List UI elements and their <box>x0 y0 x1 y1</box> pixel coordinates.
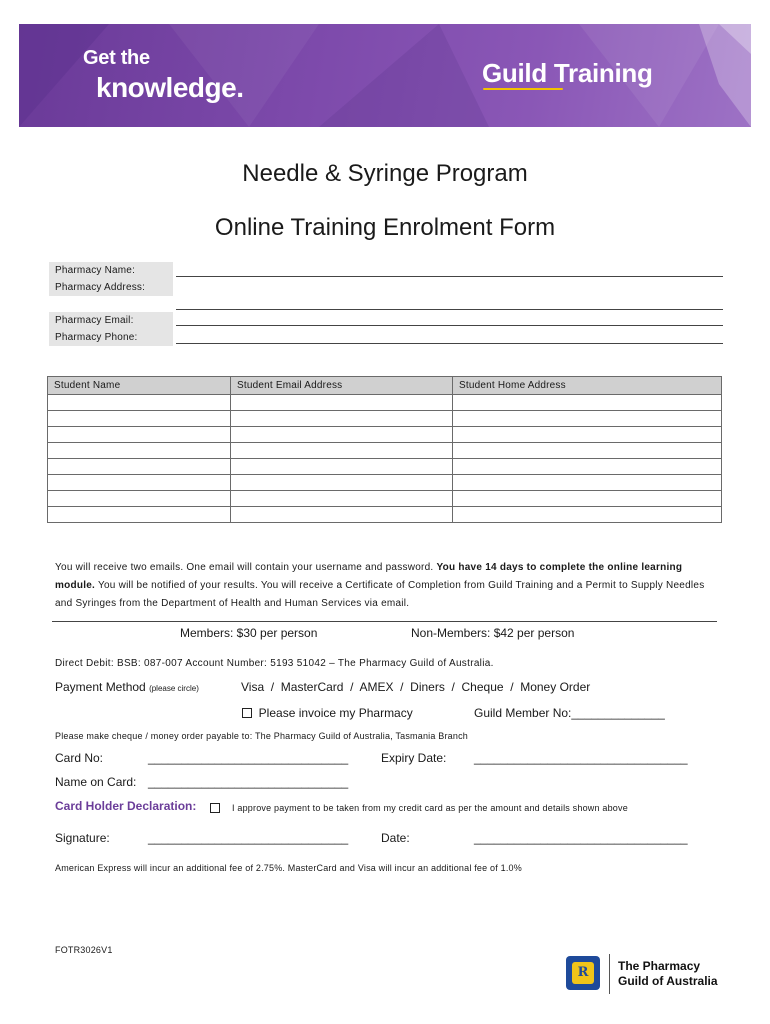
payment-method-text: Payment Method <box>55 680 146 694</box>
expiry-date-field[interactable]: ________________________________ <box>474 751 688 765</box>
student-name-cell[interactable] <box>48 427 231 443</box>
guild-training-logo: Guild Training <box>482 58 653 88</box>
table-row <box>48 411 722 427</box>
table-row <box>48 427 722 443</box>
info-paragraph <box>55 559 715 613</box>
student-email-cell[interactable] <box>231 411 453 427</box>
declaration-text: I approve payment to be taken from my credit card as per the amount and details shown above <box>232 803 628 813</box>
student-email-cell[interactable] <box>231 427 453 443</box>
pharmacy-phone-label: Pharmacy Phone: <box>49 329 173 346</box>
student-name-cell[interactable] <box>48 507 231 523</box>
card-no-field[interactable]: ______________________________ <box>148 751 349 765</box>
table-row <box>48 443 722 459</box>
non-members-price: Non-Members: $42 per person <box>411 626 575 640</box>
seal-letter: R <box>572 962 594 984</box>
card-no-label: Card No: <box>55 751 104 765</box>
student-table <box>47 376 722 523</box>
payment-method-label <box>55 680 199 694</box>
student-table-header <box>48 377 722 395</box>
header-student-address: Student Home Address <box>453 377 722 395</box>
pharmacy-guild-logo <box>566 954 726 994</box>
page-subtitle: Online Training Enrolment Form <box>214 214 556 241</box>
payment-options[interactable]: Visa / MasterCard / AMEX / Diners / Cheque / Money Order <box>241 680 591 694</box>
date-label: Date: <box>381 831 410 845</box>
page-title: Needle & Syringe Program <box>242 160 528 187</box>
section-divider <box>52 621 717 622</box>
invoice-checkbox[interactable] <box>242 708 252 718</box>
pharmacy-address-field[interactable] <box>176 279 723 310</box>
student-name-cell[interactable] <box>48 443 231 459</box>
student-address-cell[interactable] <box>453 459 722 475</box>
pharmacy-email-field[interactable] <box>176 312 723 326</box>
payment-method-hint: (please circle) <box>149 684 199 693</box>
direct-debit-details: Direct Debit: BSB: 087-007 Account Number: 5193 51042 – The Pharmacy Guild of Australia. <box>55 658 494 669</box>
table-row <box>48 491 722 507</box>
cheque-note: Please make cheque / money order payable to: The Pharmacy Guild of Australia, Tasmania Branch <box>55 731 468 741</box>
student-email-cell[interactable] <box>231 475 453 491</box>
student-name-cell[interactable] <box>48 395 231 411</box>
signature-field[interactable]: ______________________________ <box>148 831 349 845</box>
table-row <box>48 507 722 523</box>
declaration-checkbox-wrap <box>210 799 220 817</box>
fee-note: American Express will incur an additional fee of 2.75%. MasterCard and Visa will incur an additional fee of 1.0% <box>55 863 522 873</box>
logo-underline <box>483 88 563 90</box>
student-name-cell[interactable] <box>48 491 231 507</box>
student-address-cell[interactable] <box>453 491 722 507</box>
info-text-1: You will receive two emails. One email will contain your username and password. <box>55 562 437 573</box>
pharmacy-phone-field[interactable] <box>176 329 723 344</box>
signature-label: Signature: <box>55 831 110 845</box>
name-on-card-label: Name on Card: <box>55 775 137 789</box>
student-email-cell[interactable] <box>231 491 453 507</box>
info-text-deadline: You have 14 days to complete the online learning module. <box>55 562 683 591</box>
student-address-cell[interactable] <box>453 475 722 491</box>
table-row <box>48 475 722 491</box>
header-banner <box>19 24 751 127</box>
invoice-option <box>242 706 413 720</box>
date-field[interactable]: ________________________________ <box>474 831 688 845</box>
guild-logo-line-2: Guild of Australia <box>618 974 718 988</box>
pharmacy-email-label: Pharmacy Email: <box>49 312 173 329</box>
header-student-name: Student Name <box>48 377 231 395</box>
guild-member-no[interactable]: Guild Member No:______________ <box>474 706 665 720</box>
invoice-label: Please invoice my Pharmacy <box>258 706 413 720</box>
student-email-cell[interactable] <box>231 443 453 459</box>
student-name-cell[interactable] <box>48 411 231 427</box>
guild-seal-icon <box>566 956 600 990</box>
logo-divider <box>609 954 610 994</box>
student-address-cell[interactable] <box>453 411 722 427</box>
pharmacy-name-field[interactable] <box>176 262 723 277</box>
table-row <box>48 459 722 475</box>
banner-tagline-2: knowledge. <box>96 72 244 103</box>
guild-logo-line-1: The Pharmacy <box>618 959 701 973</box>
student-email-cell[interactable] <box>231 395 453 411</box>
info-text-2: You will be notified of your results. You will receive a Certificate of Completion from Guild Training and a Permit to Supply Needles and Syringes from the Department of Health and Human Services via email. <box>55 580 705 609</box>
student-email-cell[interactable] <box>231 507 453 523</box>
declaration-checkbox[interactable] <box>210 803 220 813</box>
student-address-cell[interactable] <box>453 507 722 523</box>
form-code: FOTR3026V1 <box>55 945 113 955</box>
card-holder-declaration-label: Card Holder Declaration: <box>55 799 197 813</box>
student-email-cell[interactable] <box>231 459 453 475</box>
student-address-cell[interactable] <box>453 427 722 443</box>
members-price: Members: $30 per person <box>180 626 318 640</box>
student-name-cell[interactable] <box>48 475 231 491</box>
banner-tagline-1: Get the <box>83 47 150 69</box>
table-row <box>48 395 722 411</box>
student-address-cell[interactable] <box>453 395 722 411</box>
pharmacy-address-label: Pharmacy Address: <box>49 279 173 296</box>
pharmacy-name-label: Pharmacy Name: <box>49 262 173 279</box>
name-on-card-field[interactable]: ______________________________ <box>148 775 349 789</box>
expiry-date-label: Expiry Date: <box>381 751 447 765</box>
header-student-email: Student Email Address <box>231 377 453 395</box>
student-name-cell[interactable] <box>48 459 231 475</box>
student-address-cell[interactable] <box>453 443 722 459</box>
